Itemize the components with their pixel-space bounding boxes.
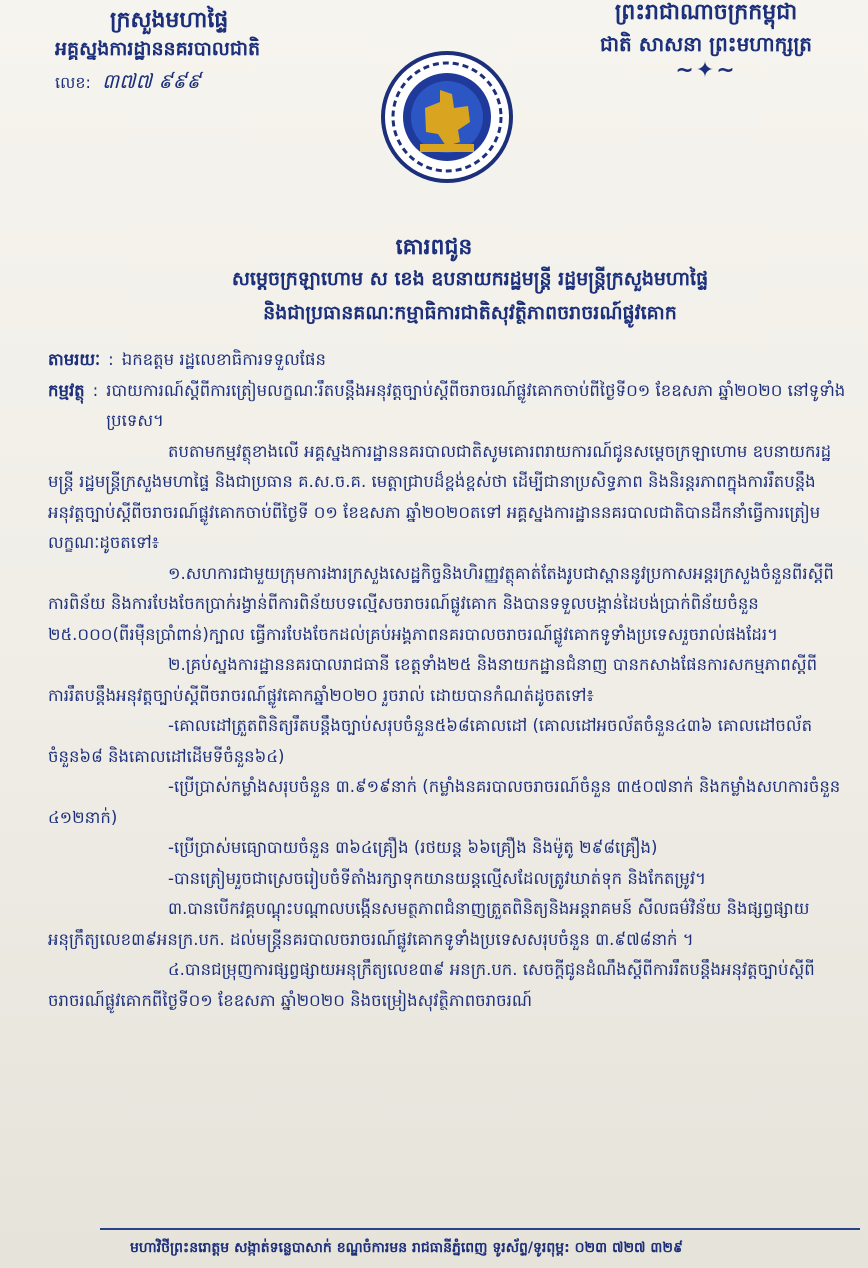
item-4: ៤.បានជម្រុញការផ្សព្វផ្សាយអនុក្រឹត្យលេខ៣៩ អនក្រ.បក. សេចក្តីជូនដំណឹងស្តីពីការរឹតបន្តឹងអនុវត្តច្បាប់ស្តីពីចរាចរណ៍ផ្លូវគោកពីថ្ងៃទី០១ ខែឧសភា ឆ្នាំ២០២០ និងចម្រៀងសុវត្ថិភាពចរាចរណ៍	[48, 960, 815, 1010]
via-row: តាមរយៈ : ឯកឧត្តម រដ្ឋលេខាធិការទទួលផែន	[48, 345, 848, 376]
bullet-personnel: -ប្រើប្រាស់កម្លាំងសរុបចំនួន ៣.៩១៩នាក់ (កម្លាំងនគរបាលចរាចរណ៍ចំនួន ៣៥០៧នាក់ និងកម្លាំងសហការចំនួន ៤១២នាក់)	[48, 777, 841, 827]
kingdom-name: ព្រះរាជាណាចក្រកម្ពុជា	[614, 0, 798, 25]
reference-label: លេខ:	[55, 73, 91, 93]
item-2: ២.គ្រប់ស្នងការដ្ឋាននគរបាលរាជធានី ខេត្តទាំង២៥ និងនាយកដ្ឋានជំនាញ បានកសាងផែនការសកម្មភាពស្តីពីការរឹតបន្តឹងអនុវត្តច្បាប់ស្តីពីចរាចរណ៍ផ្លូវគោកឆ្នាំ២០២០ រួចរាល់ ដោយបានកំណត់ដូចតទៅ៖	[48, 655, 818, 705]
subject-label: កម្មវត្ថុ	[48, 380, 85, 400]
letter-body	[48, 345, 848, 1016]
national-motto: ជាតិ សាសនា ព្រះមហាក្សត្រ	[600, 32, 812, 57]
bullet-targets: -គោលដៅត្រួតពិនិត្យរឹតបន្តឹងច្បាប់សរុបចំនួន៥៦៨គោលដៅ (គោលដៅអចល័តចំនួន៤៣៦ គោលដៅចល័តចំនួន៦៨ និងគោលដៅដើមទីចំនួន៦៤)	[48, 716, 813, 766]
via-label: តាមរយៈ	[48, 350, 101, 369]
ornament-icon: ~✦~	[675, 58, 737, 84]
item-1: ១.សហការជាមួយក្រុមការងារក្រសួងសេដ្ឋកិច្ចនិងហិរញ្ញវត្ថុគាត់តែងរូបជាស្ពាននូវប្រកាសអន្តរក្រសួងចំនួនពីរស្តីពីការពិន័យ និងការបែងចែកប្រាក់រង្វាន់ពីការពិន័យបទល្មើសចរាចរណ៍ផ្លូវគោក និងបានទទួលបង្កាន់ដៃបង់ប្រាក់ពិន័យចំនួន ២៥.០០០(ពីរម៉ឺនប្រាំពាន់)ក្បាល ធ្វើការបែងចែកដល់គ្រប់អង្គភាពនគរបាលចរាចរណ៍ផ្លូវគោកទូទាំងប្រទេសរួចរាល់ផងដែរ។	[48, 563, 834, 644]
reference-number	[55, 69, 385, 93]
via-text: ឯកឧត្តម រដ្ឋលេខាធិការទទួលផែន	[121, 350, 326, 369]
addressee	[120, 262, 820, 330]
addressee-line-1: សម្តេចក្រឡាហោម ស ខេង ឧបនាយករដ្ឋមន្ត្រី រដ្ឋមន្ត្រីក្រសួងមហាផ្ទៃ	[231, 268, 709, 290]
bullet-vehicles: -ប្រើប្រាស់មធ្យោបាយចំនួន ៣៦៤គ្រឿង (រថយន្ត ៦៦គ្រឿង និងម៉ូតូ ២៩៨គ្រឿង)	[168, 838, 658, 857]
bullet-impound: -បានត្រៀមរួចជាស្រេចរៀបចំទីតាំងរក្សាទុកយានយន្តល្មើសដែលត្រូវឃាត់ទុក និងកែតម្រូវ។	[168, 868, 707, 888]
addressee-line-2: និងជាប្រធានគណៈកម្មាធិការជាតិសុវត្ថិភាពចរាចរណ៍ផ្លូវគោក	[263, 302, 677, 324]
intro-paragraph: តបតាមកម្មវត្ថុខាងលើ អគ្គស្នងការដ្ឋាននគរបាលជាតិសូមគោរពរាយការណ៍ជូនសម្តេចក្រឡាហោម ឧបនាយករដ្ឋមន្ត្រី រដ្ឋមន្ត្រីក្រសួងមហាផ្ទៃ និងជាប្រធាន គ.ស.ច.គ. មេត្តាជ្រាបដ៏ខ្ពង់ខ្ពស់ថា ដើម្បីជានាប្រសិទ្ធភាព និងនិរន្តរភាពក្នុងការរឹតបន្តឹងអនុវត្តច្បាប់ស្តីពីចរាចរណ៍ផ្លូវគោកចាប់ពីថ្ងៃទី ០១ ខែឧសភា ឆ្នាំ២០២០តទៅ អគ្គស្នងការដ្ឋាននគរបាលជាតិបានដឹកនាំធ្វើការត្រៀមលក្ខណៈដូចតទៅ៖	[48, 441, 832, 552]
item-3: ៣.បានបើកវគ្គបណ្តុះបណ្តាលបង្កើនសមត្ថភាពជំនាញត្រួតពិនិត្យនិងអន្តរាគមន៍ សីលធម៌វិន័យ និងផ្សព្វផ្សាយអនុក្រឹត្យលេខ៣៩អនក្រ.បក. ដល់មន្ត្រីនគរបាលចរាចរណ៍ផ្លូវគោកទូទាំងប្រទេសសរុបចំនួន ៣.៩៧៨នាក់ ។	[48, 899, 810, 949]
subject-text: របាយការណ៍ស្តីពីការត្រៀមលក្ខណៈរឹតបន្តឹងអនុវត្តច្បាប់ស្តីពីចរាចរណ៍ផ្លូវគោកចាប់ពីថ្ងៃទី០១ ខែឧសភា ឆ្នាំ២០២០ នៅទូទាំងប្រទេស។	[106, 380, 846, 430]
ministry-name: ក្រសួងមហាផ្ទៃ	[110, 8, 229, 33]
police-emblem-icon	[380, 50, 514, 184]
sender-block	[55, 8, 385, 93]
footer-divider	[100, 1228, 860, 1230]
department-name: អគ្គស្នងការដ្ឋាននគរបាលជាតិ	[55, 38, 261, 61]
reference-value: ៣៧៧ ៩៩៩	[101, 69, 201, 94]
subject-row: កម្មវត្ថុ : របាយការណ៍ស្តីពីការត្រៀមលក្ខណៈរឹតបន្តឹងអនុវត្តច្បាប់ស្តីពីចរាចរណ៍ផ្លូវគោកចាប់ពីថ្ងៃទី០១ ខែឧសភា ឆ្នាំ២០២០ នៅទូទាំងប្រទេស។	[48, 376, 848, 437]
kingdom-block	[566, 0, 846, 85]
salutation: គោរពជូន	[395, 235, 473, 260]
footer-address: មហាវិថីព្រះនរោត្តម សង្កាត់ទន្លេបាសាក់ ខណ្ឌចំការមន រាជធានីភ្នំពេញ ទូរស័ព្ទ/ទូរពុម្ព: ០២៣ ៧២៧ ៣២៩	[130, 1240, 683, 1256]
